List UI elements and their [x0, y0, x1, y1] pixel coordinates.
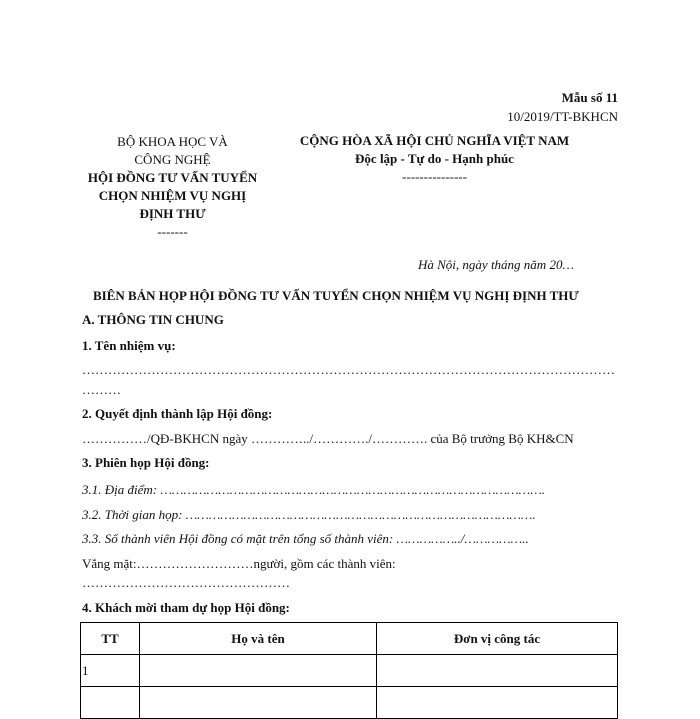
task-name-dots-1: ……………………………………………………………………………………………………………	[82, 362, 615, 377]
council-line-2: CHỌN NHIỆM VỤ NGHỊ	[98, 188, 247, 203]
nation-name: CỘNG HÒA XÃ HỘI CHỦ NGHĨA VIỆT NAM	[299, 133, 570, 148]
left-header-dashes: -------	[157, 224, 188, 239]
form-number: Mẫu số 11	[561, 90, 618, 105]
place-date: Hà Nội, ngày tháng năm 20…	[418, 257, 574, 272]
council-line-1: HỘI ĐỒNG TƯ VẤN TUYỂN	[87, 170, 258, 185]
table-row	[81, 687, 618, 719]
meeting-place: 3.1. Địa điểm: ……………………………………………………………………………………….	[82, 482, 546, 497]
issuing-authority	[80, 133, 265, 241]
table-cell[interactable]	[140, 655, 377, 687]
table-cell[interactable]: 1	[81, 655, 140, 687]
section-a-heading: A. THÔNG TIN CHUNG	[82, 312, 224, 327]
meeting-time: 3.2. Thời gian họp: ……………………………………………………………………………….	[82, 507, 536, 522]
column-header-unit: Đơn vị công tác	[377, 623, 618, 655]
ministry-line-1: BỘ KHOA HỌC VÀ	[117, 134, 228, 149]
meeting-label: 3. Phiên họp Hội đồng:	[82, 455, 210, 470]
members-absent-dots: …………………………………………	[82, 575, 290, 590]
task-name-label: 1. Tên nhiệm vụ:	[82, 338, 176, 353]
guest-table	[80, 622, 618, 719]
council-line-3: ĐỊNH THƯ	[139, 206, 206, 221]
decision-line: ……………/QĐ-BKHCN ngày …………../…………./…………. của Bộ trưởng Bộ KH&CN	[82, 431, 574, 446]
table-cell[interactable]	[81, 687, 140, 719]
task-name-dots-2: ………	[82, 382, 121, 397]
national-motto: Độc lập - Tự do - Hạnh phúc	[355, 151, 514, 166]
guest-table-header-row	[81, 623, 618, 655]
national-header	[272, 132, 597, 186]
decision-label: 2. Quyết định thành lập Hội đồng:	[82, 406, 273, 421]
members-present: 3.3. Số thành viên Hội đồng có mặt trên tổng số thành viên: ……………../……………..	[82, 531, 529, 546]
table-cell[interactable]	[377, 687, 618, 719]
right-header-dashes: ---------------	[402, 169, 467, 184]
document-title: BIÊN BẢN HỌP HỘI ĐỒNG TƯ VẤN TUYỂN CHỌN NHIỆM VỤ NGHỊ ĐỊNH THƯ	[93, 288, 579, 303]
guests-label: 4. Khách mời tham dự họp Hội đồng:	[82, 600, 290, 615]
circular-number: 10/2019/TT-BKHCN	[507, 109, 618, 124]
column-header-no: TT	[81, 623, 140, 655]
ministry-line-2: CÔNG NGHỆ	[134, 152, 211, 167]
table-cell[interactable]	[377, 655, 618, 687]
column-header-name: Họ và tên	[140, 623, 377, 655]
members-absent: Vắng mặt:………………………người, gồm các thành viên:	[82, 556, 396, 571]
table-row	[81, 655, 618, 687]
table-cell[interactable]	[140, 687, 377, 719]
